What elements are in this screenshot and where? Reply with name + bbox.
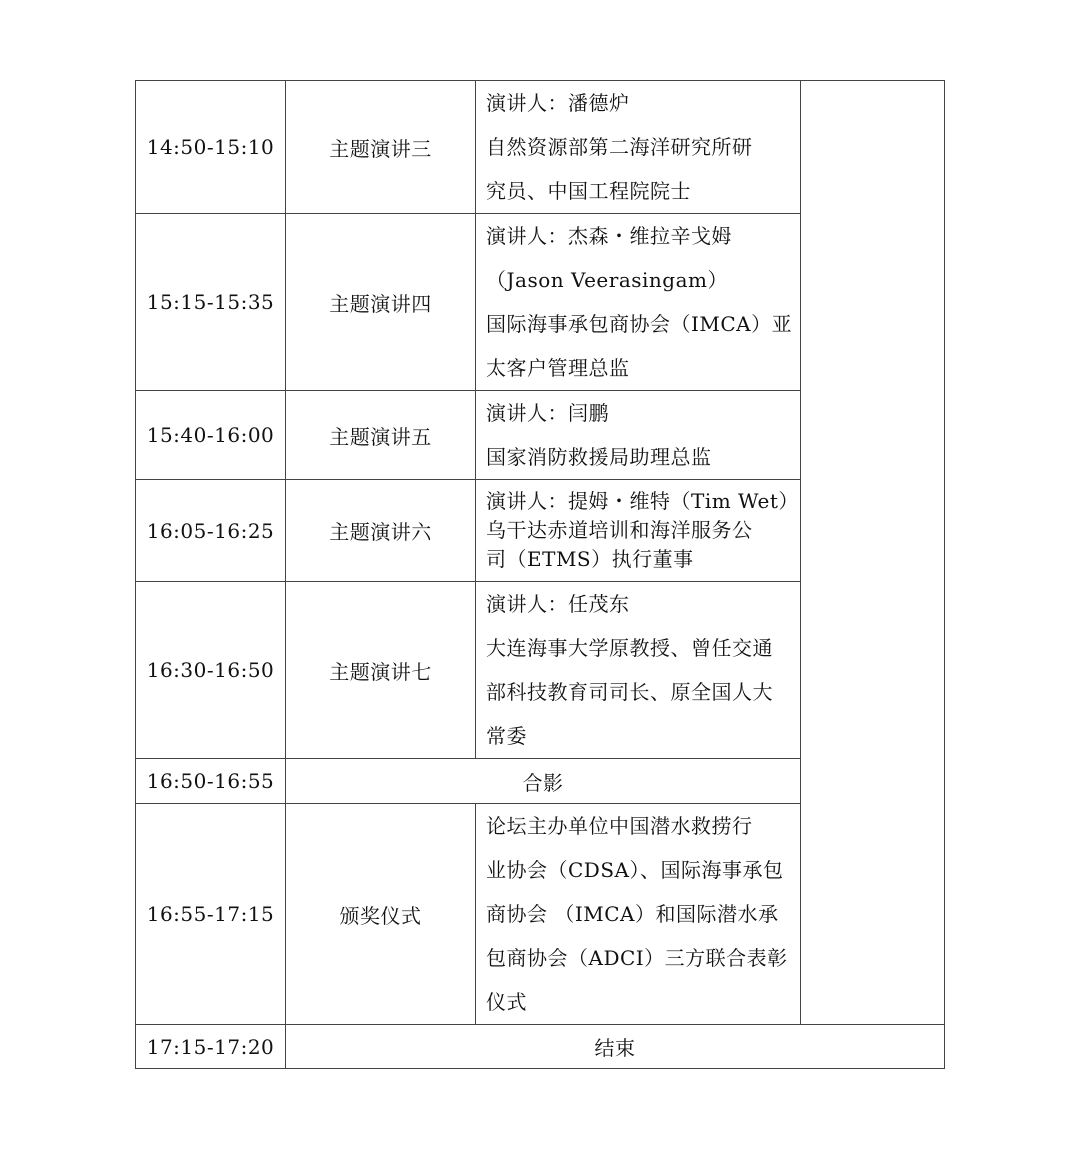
speaker-info-line: 自然资源部第二海洋研究所研: [486, 135, 753, 159]
speaker-info-line: 司（ETMS）执行董事: [486, 547, 694, 571]
award-info-line: 仪式: [486, 990, 527, 1014]
table-row: [136, 1025, 945, 1069]
time-cell: 14:50-15:10: [136, 81, 286, 214]
award-info-line: 包商协会（ADCI）三方联合表彰: [486, 946, 788, 970]
speaker-info-line: 乌干达赤道培训和海洋服务公: [486, 518, 753, 542]
table-row: [136, 81, 945, 214]
time-cell: 16:55-17:15: [136, 804, 286, 1025]
speaker-info-line: 国际海事承包商协会（IMCA）亚: [486, 312, 793, 336]
speaker-info-line: 国家消防救援局助理总监: [486, 445, 712, 469]
session-title-cell: 主题演讲五: [286, 391, 476, 480]
speaker-info-line: 演讲人：潘德炉: [486, 91, 630, 115]
merged-activity-cell: 合影: [286, 759, 801, 804]
session-title-cell: 主题演讲四: [286, 214, 476, 391]
speaker-info-line: 究员、中国工程院院士: [486, 179, 691, 203]
award-info-line: 论坛主办单位中国潜水救捞行: [486, 814, 753, 838]
session-title-cell: 颁奖仪式: [286, 804, 476, 1025]
time-cell: 15:15-15:35: [136, 214, 286, 391]
award-info-cell: [476, 804, 801, 1025]
agenda-table: [135, 80, 945, 1069]
speaker-info-cell: [476, 81, 801, 214]
speaker-info-cell: [476, 391, 801, 480]
time-cell: 16:05-16:25: [136, 480, 286, 582]
session-title-cell: 主题演讲七: [286, 582, 476, 759]
speaker-info-line: 大连海事大学原教授、曾任交通: [486, 636, 773, 660]
speaker-info-line: （Jason Veerasingam）: [486, 268, 728, 292]
time-cell: 16:30-16:50: [136, 582, 286, 759]
speaker-info-line: 演讲人：闫鹏: [486, 401, 609, 425]
session-title-cell: 主题演讲三: [286, 81, 476, 214]
speaker-info-line: 演讲人：任茂东: [486, 592, 630, 616]
speaker-info-line: 太客户管理总监: [486, 356, 630, 380]
award-info-line: 商协会 （IMCA）和国际潜水承: [486, 902, 779, 926]
speaker-info-line: 演讲人：杰森・维拉辛戈姆: [486, 224, 732, 248]
speaker-info-cell: [476, 582, 801, 759]
time-cell: 16:50-16:55: [136, 759, 286, 804]
time-cell: 15:40-16:00: [136, 391, 286, 480]
award-info-line: 业协会（CDSA）、国际海事承包: [486, 858, 784, 882]
speaker-info-cell: [476, 480, 801, 582]
blank-column-cell: [801, 81, 945, 1025]
session-title-cell: 主题演讲六: [286, 480, 476, 582]
speaker-info-cell: [476, 214, 801, 391]
time-cell: 17:15-17:20: [136, 1025, 286, 1069]
speaker-info-line: 演讲人：提姆・维特（Tim Wet）: [486, 489, 799, 513]
speaker-info-line: 常委: [486, 724, 527, 748]
merged-activity-cell: 结束: [286, 1025, 945, 1069]
speaker-info-line: 部科技教育司司长、原全国人大: [486, 680, 773, 704]
